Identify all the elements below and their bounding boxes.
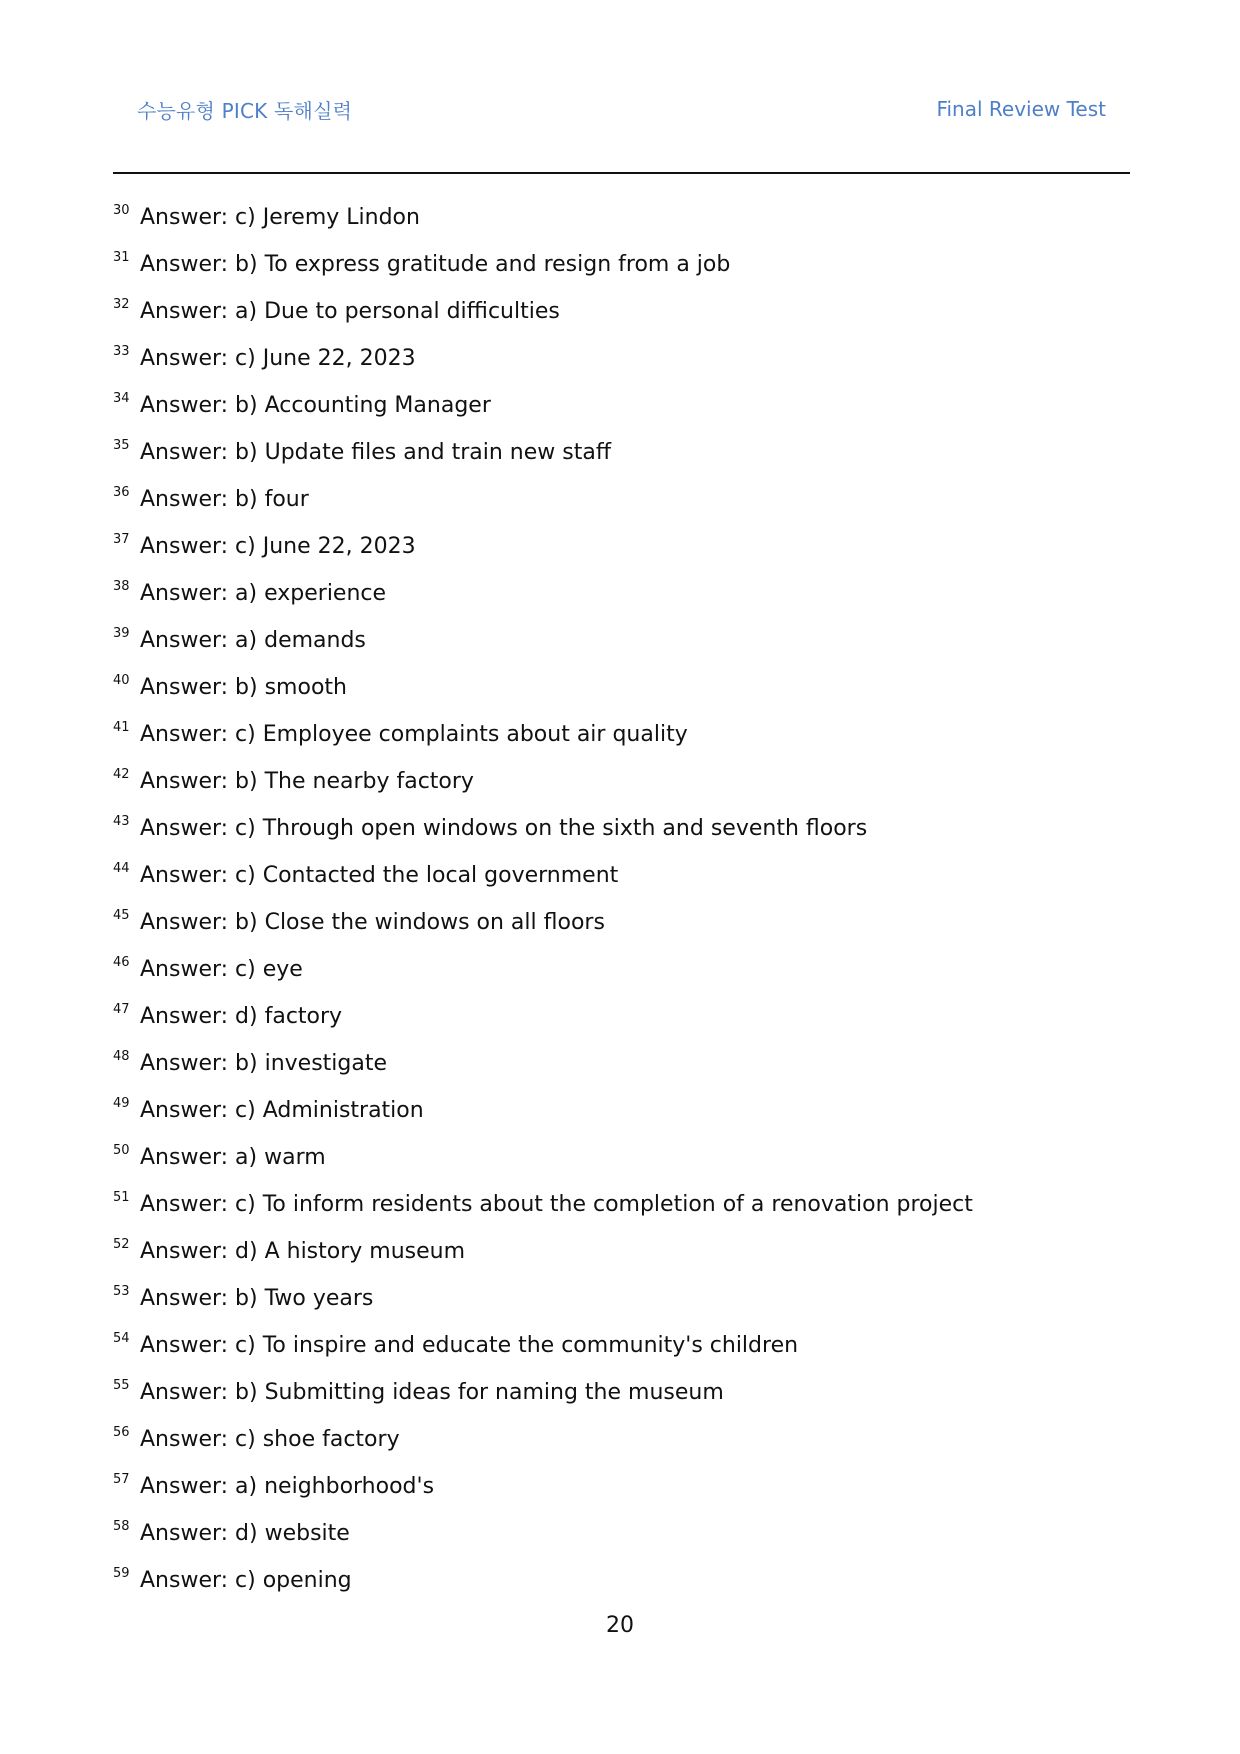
footnote-number: 30 bbox=[113, 203, 130, 218]
answer-text: Answer: c) To inform residents about the completion of a renovation project bbox=[140, 1192, 973, 1217]
answer-text: Answer: c) shoe factory bbox=[140, 1427, 400, 1452]
footnote-number: 41 bbox=[113, 720, 130, 735]
footnote-number: 58 bbox=[113, 1519, 130, 1534]
answer-item bbox=[113, 387, 1130, 434]
answer-item bbox=[113, 622, 1130, 669]
answer-text: Answer: c) Administration bbox=[140, 1098, 424, 1123]
book-title: 수능유형 PICK 독해실력 bbox=[137, 99, 353, 123]
footnote-number: 53 bbox=[113, 1284, 130, 1299]
footnote-number: 51 bbox=[113, 1190, 130, 1205]
footnote-number: 49 bbox=[113, 1096, 130, 1111]
answer-item bbox=[113, 1374, 1130, 1421]
answer-text: Answer: a) warm bbox=[140, 1145, 326, 1170]
footnote-number: 52 bbox=[113, 1237, 130, 1252]
answer-text: Answer: a) Due to personal difficulties bbox=[140, 299, 560, 324]
footnote-number: 46 bbox=[113, 955, 130, 970]
footnote-number: 50 bbox=[113, 1143, 130, 1158]
answer-text: Answer: d) website bbox=[140, 1521, 350, 1546]
answer-text: Answer: a) demands bbox=[140, 628, 366, 653]
answer-item bbox=[113, 904, 1130, 951]
answer-list bbox=[113, 199, 1130, 1609]
footnote-number: 54 bbox=[113, 1331, 130, 1346]
answer-item bbox=[113, 246, 1130, 293]
answer-item bbox=[113, 434, 1130, 481]
answer-text: Answer: c) Contacted the local government bbox=[140, 863, 619, 888]
page-header bbox=[113, 95, 1130, 131]
footnote-number: 43 bbox=[113, 814, 130, 829]
footnote-number: 32 bbox=[113, 297, 130, 312]
answer-text: Answer: d) A history museum bbox=[140, 1239, 466, 1264]
answer-item bbox=[113, 528, 1130, 575]
footnote-number: 47 bbox=[113, 1002, 130, 1017]
answer-item bbox=[113, 1233, 1130, 1280]
answer-text: Answer: c) Through open windows on the sixth and seventh floors bbox=[140, 816, 868, 841]
answer-item bbox=[113, 951, 1130, 998]
answer-text: Answer: d) factory bbox=[140, 1004, 343, 1029]
footnote-number: 56 bbox=[113, 1425, 130, 1440]
answer-item bbox=[113, 857, 1130, 904]
answer-item bbox=[113, 293, 1130, 340]
footnote-number: 40 bbox=[113, 673, 130, 688]
answer-text: Answer: a) neighborhood's bbox=[140, 1474, 435, 1499]
answer-item bbox=[113, 1515, 1130, 1562]
footnote-number: 36 bbox=[113, 485, 130, 500]
answer-item bbox=[113, 481, 1130, 528]
answer-item bbox=[113, 340, 1130, 387]
answer-item bbox=[113, 1562, 1130, 1609]
answer-item bbox=[113, 1327, 1130, 1374]
footnote-number: 38 bbox=[113, 579, 130, 594]
footnote-number: 33 bbox=[113, 344, 130, 359]
footnote-number: 45 bbox=[113, 908, 130, 923]
answer-text: Answer: c) opening bbox=[140, 1568, 352, 1593]
footnote-number: 48 bbox=[113, 1049, 130, 1064]
footnote-number: 34 bbox=[113, 391, 130, 406]
page-number: 20 bbox=[606, 1613, 634, 1638]
answer-text: Answer: c) eye bbox=[140, 957, 303, 982]
answer-text: Answer: b) Close the windows on all floors bbox=[140, 910, 605, 935]
footnote-number: 55 bbox=[113, 1378, 130, 1393]
answer-item bbox=[113, 199, 1130, 246]
footnote-number: 42 bbox=[113, 767, 130, 782]
answer-text: Answer: b) Submitting ideas for naming the museum bbox=[140, 1380, 724, 1405]
answer-text: Answer: b) Accounting Manager bbox=[140, 393, 491, 418]
answer-item bbox=[113, 1421, 1130, 1468]
answer-item bbox=[113, 1280, 1130, 1327]
answer-item bbox=[113, 1139, 1130, 1186]
answer-text: Answer: c) Jeremy Lindon bbox=[140, 205, 420, 230]
answer-text: Answer: b) The nearby factory bbox=[140, 769, 474, 794]
answer-item bbox=[113, 716, 1130, 763]
answer-item bbox=[113, 575, 1130, 622]
footnote-number: 35 bbox=[113, 438, 130, 453]
answer-text: Answer: c) June 22, 2023 bbox=[140, 534, 416, 559]
footnote-number: 37 bbox=[113, 532, 130, 547]
answer-item bbox=[113, 1092, 1130, 1139]
answer-item bbox=[113, 998, 1130, 1045]
answer-text: Answer: b) Two years bbox=[140, 1286, 374, 1311]
footnote-number: 59 bbox=[113, 1566, 130, 1581]
answer-text: Answer: b) Update files and train new staff bbox=[140, 440, 611, 465]
answer-item bbox=[113, 669, 1130, 716]
answer-text: Answer: b) four bbox=[140, 487, 309, 512]
answer-text: Answer: c) To inspire and educate the community's children bbox=[140, 1333, 799, 1358]
answer-item bbox=[113, 763, 1130, 810]
answer-text: Answer: b) To express gratitude and resign from a job bbox=[140, 252, 731, 277]
answer-item bbox=[113, 1186, 1130, 1233]
answer-text: Answer: b) smooth bbox=[140, 675, 347, 700]
footnote-number: 39 bbox=[113, 626, 130, 641]
answer-item bbox=[113, 1045, 1130, 1092]
footnote-number: 57 bbox=[113, 1472, 130, 1487]
answer-text: Answer: c) June 22, 2023 bbox=[140, 346, 416, 371]
answer-text: Answer: c) Employee complaints about air quality bbox=[140, 722, 688, 747]
header-divider bbox=[113, 172, 1130, 174]
answer-text: Answer: a) experience bbox=[140, 581, 387, 606]
answer-text: Answer: b) investigate bbox=[140, 1051, 388, 1076]
answer-item bbox=[113, 1468, 1130, 1515]
section-title: Final Review Test bbox=[936, 97, 1106, 121]
footnote-number: 31 bbox=[113, 250, 130, 265]
footnote-number: 44 bbox=[113, 861, 130, 876]
answer-item bbox=[113, 810, 1130, 857]
